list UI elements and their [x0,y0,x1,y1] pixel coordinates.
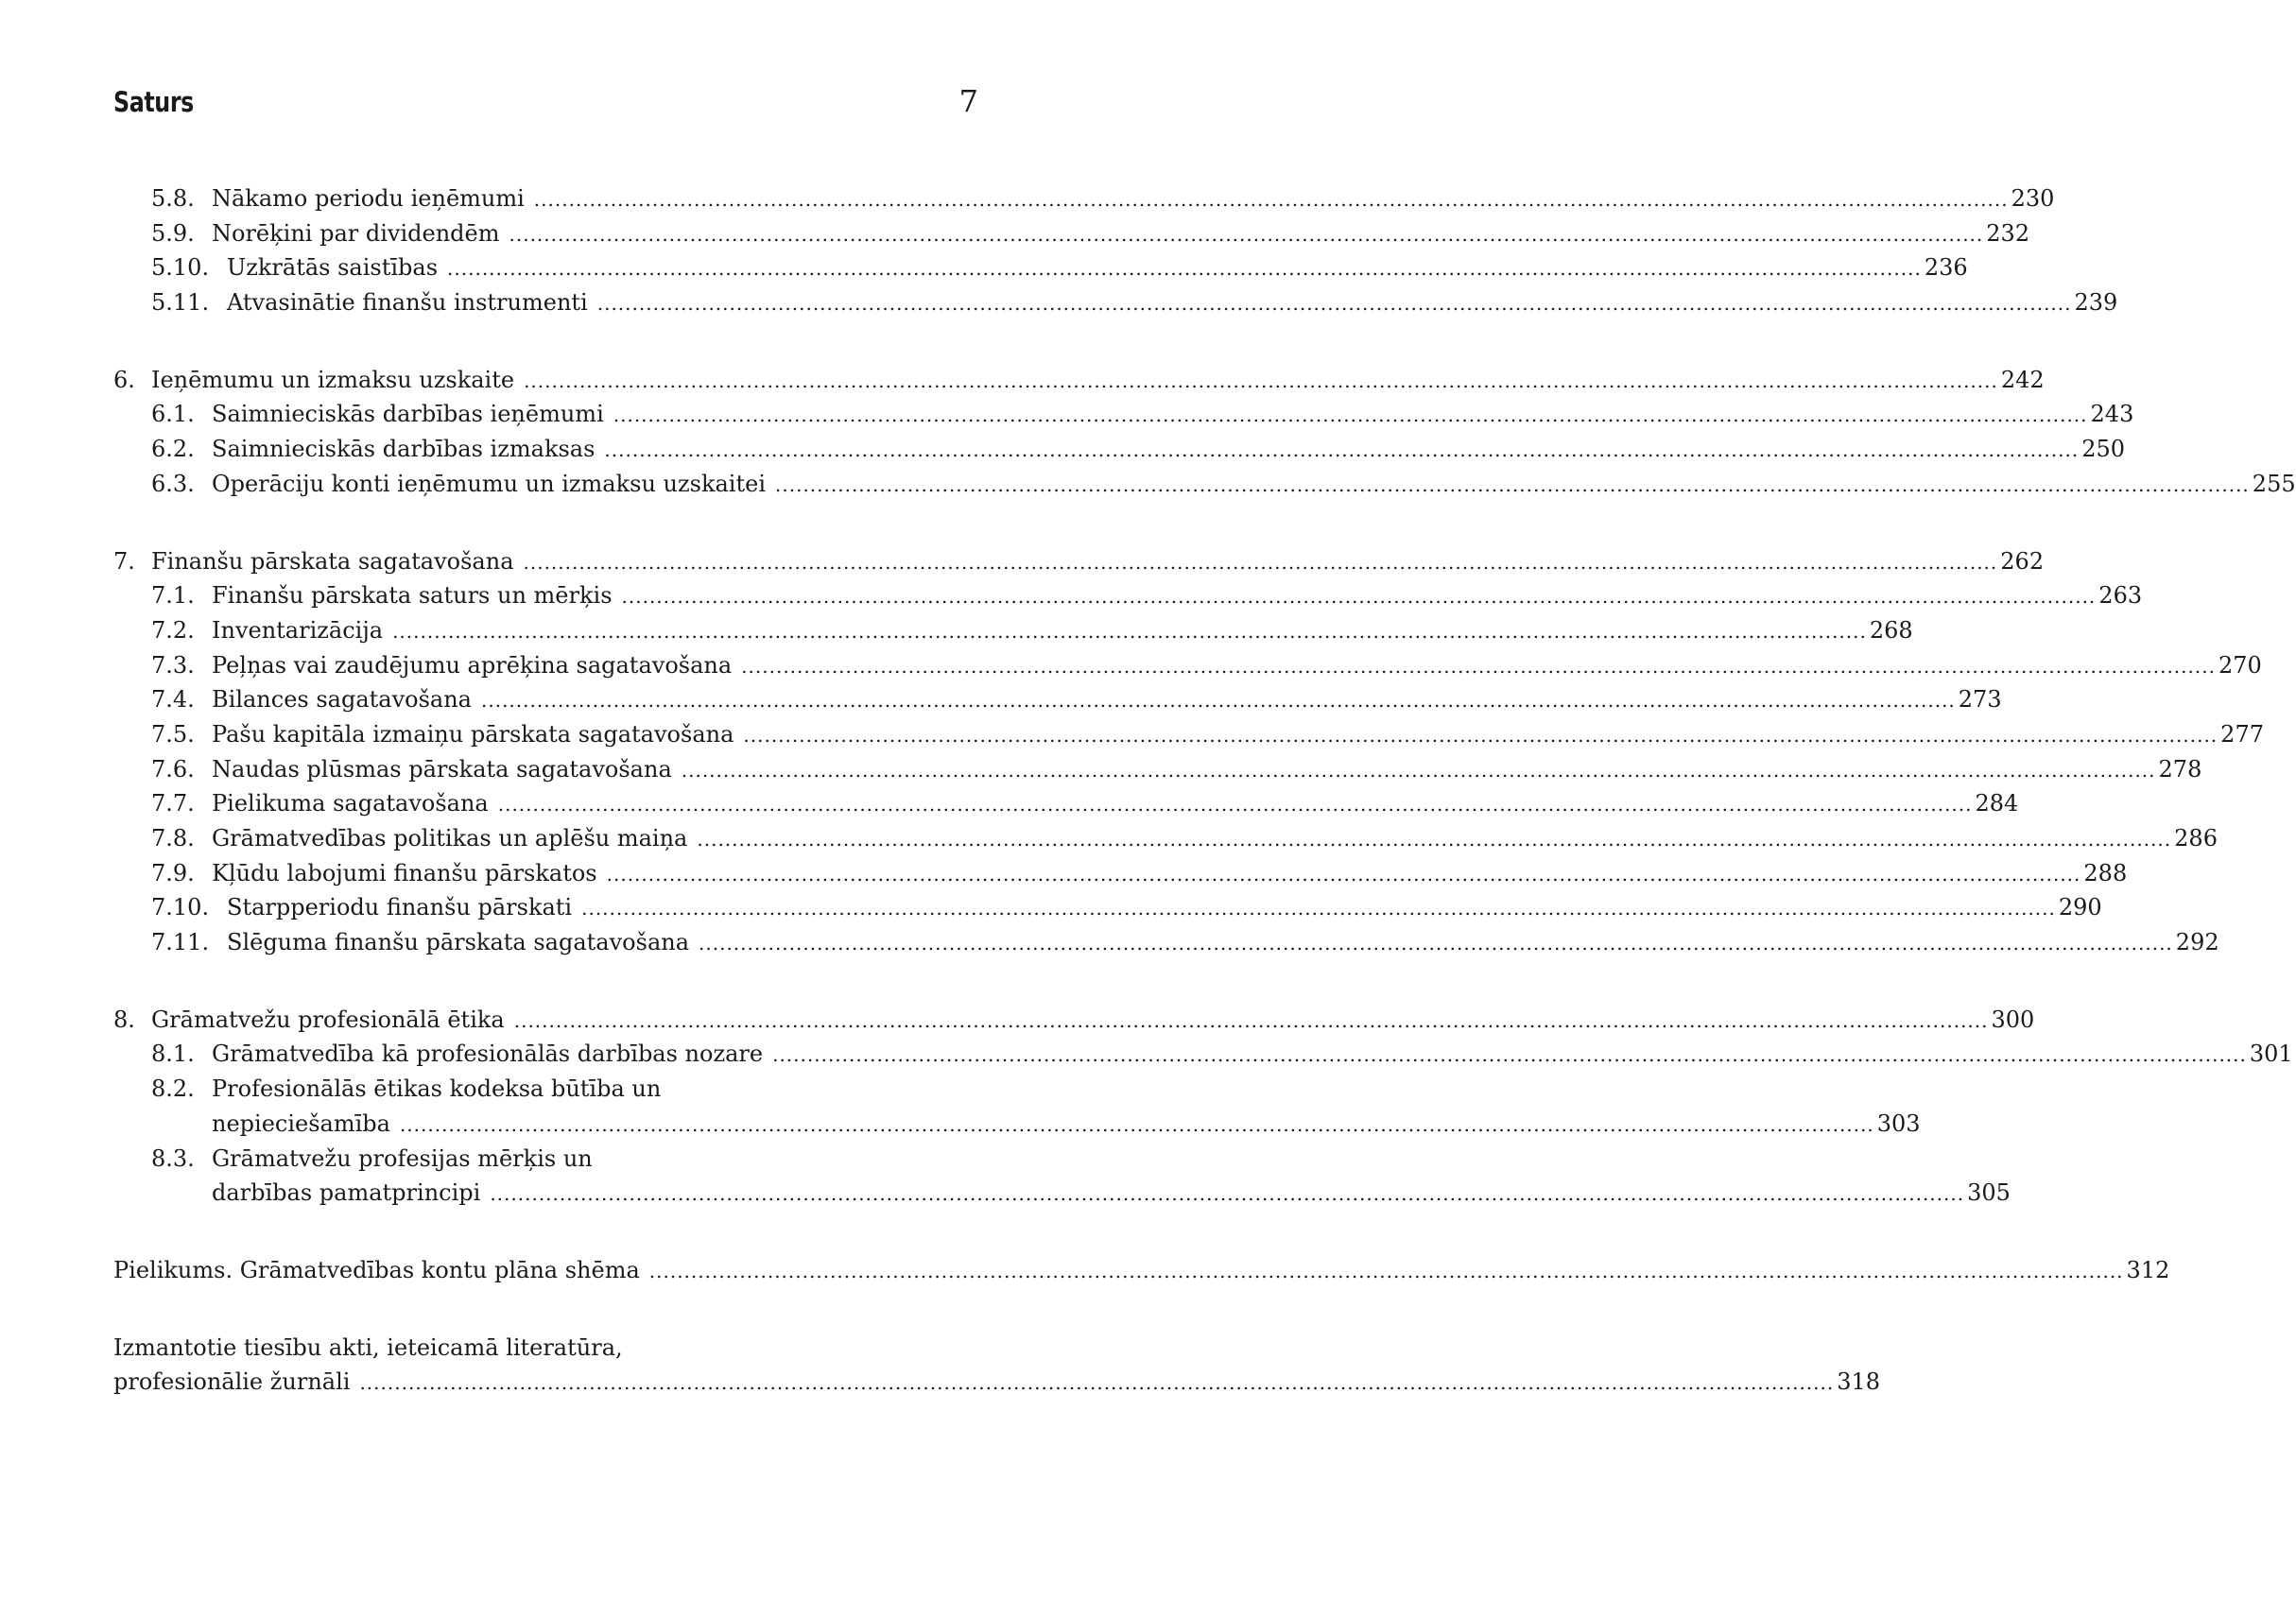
toc-entry-5-8[interactable] [113,181,2055,216]
dot-leader [775,468,2250,503]
toc-entry-7-1[interactable] [113,578,2143,613]
toc-entry-page: 236 [1924,254,1968,282]
toc-entry-title: Bilances sagatavošana [212,686,472,714]
dot-leader [604,433,2079,468]
toc-entry-page: 284 [1975,790,2019,817]
toc-entry-number: 5.9. [151,219,195,247]
toc-entry-page: 292 [2175,929,2219,956]
toc-entry-title: Nākamo periodu ieņēmumi [212,185,525,212]
dot-leader [524,364,1998,399]
toc-entry-page: 305 [1967,1179,2011,1207]
toc-entry-page: 273 [1958,686,2002,714]
toc-entry-page: 301 [2249,1041,2293,1068]
toc-entry-title: Grāmatvežu profesionālā ētika [151,1006,505,1033]
dot-leader [649,1254,2124,1289]
toc-entry-7-7[interactable] [113,786,2019,821]
toc-entry-title: Finanšu pārskata sagatavošana [151,547,514,575]
toc-entry-7-6[interactable] [113,752,2202,787]
toc-entry-title: Pašu kapitāla izmaiņu pārskata sagatavošana [212,720,734,748]
running-header [113,83,978,130]
toc-entry-7-3[interactable] [113,648,2262,683]
toc-entry-number: 7.2. [151,616,195,644]
dot-leader [509,217,1984,252]
toc-entry-references[interactable] [113,1331,978,1366]
toc-entry-7-2[interactable] [113,613,1913,648]
toc-entry-title: Profesionālās ētikas kodeksa būtība un [212,1075,662,1103]
dot-leader [772,1038,2247,1073]
toc-entry-6[interactable] [113,363,2045,398]
dot-leader [581,891,2056,926]
toc-entry-number: 7.5. [151,720,195,748]
toc-entry-title: Grāmatvedības politikas un aplēšu maiņa [212,825,688,852]
toc-entry-title: Saimnieciskās darbības ieņēmumi [212,401,604,428]
toc-entry-title: Operāciju konti ieņēmumu un izmaksu uzskaitei [212,470,767,497]
toc-entry-title: Ieņēmumu un izmaksu uzskaite [151,366,515,393]
toc-entry-page: 250 [2081,436,2126,463]
toc-entry-number: 5.11. [151,289,210,317]
toc-entry-number: 5.8. [151,185,195,212]
toc-entry-appendix[interactable] [113,1253,2170,1288]
dot-leader [490,1177,1964,1212]
toc-entry-references-continued[interactable] [113,1365,1881,1400]
dot-leader [597,286,2072,321]
toc-entry-number: 7. [113,547,135,575]
section-spacer [113,1288,978,1331]
table-of-contents [113,181,2296,1400]
toc-entry-5-10[interactable] [113,250,1968,285]
dot-leader [743,718,2218,753]
toc-entry-title: Pielikuma sagatavošana [212,790,489,817]
toc-entry-title: Starpperiodu finanšu pārskati [227,894,573,921]
dot-leader [613,398,2088,433]
dot-leader [359,1366,1834,1401]
toc-entry-number: 8.2. [151,1075,195,1103]
toc-entry-6-3[interactable] [113,467,2296,502]
dot-leader [392,614,1867,649]
toc-entry-page: 262 [2000,547,2045,575]
toc-entry-page: 277 [2220,720,2264,748]
toc-entry-number: 7.8. [151,825,195,852]
section-spacer [113,960,978,1003]
toc-entry-page: 242 [2000,366,2045,393]
toc-entry-7-4[interactable] [113,682,2002,717]
toc-entry-page: 243 [2090,401,2134,428]
toc-entry-title: Uzkrātās saistības [227,254,439,282]
page-number: 7 [958,83,978,119]
toc-entry-number: 6.2. [151,436,195,463]
toc-entry-number: 7.9. [151,859,195,886]
dot-leader [498,787,1973,822]
toc-entry-title: Pielikums. Grāmatvedības kontu plāna shēma [113,1256,640,1283]
toc-entry-7-8[interactable] [113,821,2218,856]
toc-entry-5-9[interactable] [113,216,2030,251]
dot-leader [741,649,2216,684]
toc-entry-title: Saimnieciskās darbības izmaksas [212,436,596,463]
toc-entry-page: 232 [1986,219,2030,247]
toc-entry-8[interactable] [113,1003,2035,1038]
toc-entry-number: 7.3. [151,651,195,679]
toc-entry-title: Norēķini par dividendēm [212,219,500,247]
toc-entry-page: 286 [2174,825,2218,852]
toc-entry-title: Grāmatvedība kā profesionālās darbības nozare [212,1041,764,1068]
toc-entry-title-continued: profesionālie žurnāli [113,1368,351,1396]
toc-entry-title: Izmantotie tiesību akti, ieteicamā literatūra, [113,1333,623,1361]
toc-entry-page: 318 [1837,1368,1881,1396]
toc-entry-number: 7.1. [151,582,195,610]
toc-entry-page: 290 [2058,894,2102,921]
toc-entry-title-continued: darbības pamatprincipi [212,1179,481,1207]
dot-leader [514,1004,1989,1039]
toc-entry-number: 7.11. [151,929,210,956]
toc-entry-5-11[interactable] [113,285,2118,320]
dot-leader [682,753,2156,788]
toc-entry-7-10[interactable] [113,890,2102,925]
toc-entry-page: 300 [1991,1006,2035,1033]
toc-entry-title: Naudas plūsmas pārskata sagatavošana [212,755,672,783]
toc-entry-7[interactable] [113,544,2045,579]
toc-entry-7-5[interactable] [113,717,2264,752]
section-spacer [113,1211,978,1253]
toc-entry-title: Finanšu pārskata saturs un mērķis [212,582,613,610]
toc-entry-title: Kļūdu labojumi finanšu pārskatos [212,859,597,886]
toc-entry-number: 7.4. [151,686,195,714]
toc-entry-7-11[interactable] [113,925,2219,960]
dot-leader [524,545,1998,580]
toc-entry-number: 7.10. [151,894,210,921]
dot-leader [447,251,1922,286]
dot-leader [697,822,2171,857]
section-spacer [113,502,978,544]
toc-entry-number: 7.6. [151,755,195,783]
toc-entry-title-continued: nepieciešamība [212,1110,390,1137]
toc-entry-8-2[interactable] [113,1072,978,1107]
toc-entry-title: Peļņas vai zaudējumu aprēķina sagatavošana [212,651,733,679]
toc-entry-number: 8.1. [151,1041,195,1068]
toc-entry-6-2[interactable] [113,432,2126,467]
toc-entry-title: Grāmatvežu profesijas mērķis un [212,1144,593,1172]
dot-leader [699,926,2173,961]
toc-entry-number: 6. [113,366,135,393]
toc-entry-8-3[interactable] [113,1142,978,1177]
toc-entry-8-1[interactable] [113,1037,2293,1072]
toc-entry-page: 263 [2098,582,2143,610]
toc-entry-7-9[interactable] [113,856,2128,891]
toc-entry-page: 230 [2011,185,2055,212]
toc-entry-page: 303 [1876,1110,1921,1137]
toc-entry-title: Atvasinātie finanšu instrumenti [227,289,588,317]
toc-entry-number: 8.3. [151,1144,195,1172]
toc-entry-number: 5.10. [151,254,210,282]
toc-entry-number: 8. [113,1006,135,1033]
toc-entry-page: 288 [2083,859,2128,886]
toc-entry-page: 239 [2074,289,2118,317]
toc-entry-page: 270 [2218,651,2262,679]
toc-entry-title: Inventarizācija [212,616,384,644]
toc-entry-6-1[interactable] [113,397,2134,432]
toc-entry-number: 6.3. [151,470,195,497]
toc-entry-page: 268 [1869,616,1913,644]
toc-entry-number: 6.1. [151,401,195,428]
toc-entry-page: 312 [2126,1256,2170,1283]
toc-entry-number: 7.7. [151,790,195,817]
toc-entry-page: 278 [2158,755,2202,783]
dot-leader [534,182,2009,217]
toc-entry-title: Slēguma finanšu pārskata sagatavošana [227,929,690,956]
toc-entry-8-2-continued[interactable] [113,1107,1921,1142]
dot-leader [622,579,2097,614]
dot-leader [481,683,1956,718]
running-title: Saturs [113,86,194,118]
dot-leader [607,857,2081,892]
toc-entry-8-3-continued[interactable] [113,1176,2011,1211]
dot-leader [400,1108,1874,1143]
section-spacer [113,320,978,363]
toc-entry-page: 255 [2252,470,2296,497]
